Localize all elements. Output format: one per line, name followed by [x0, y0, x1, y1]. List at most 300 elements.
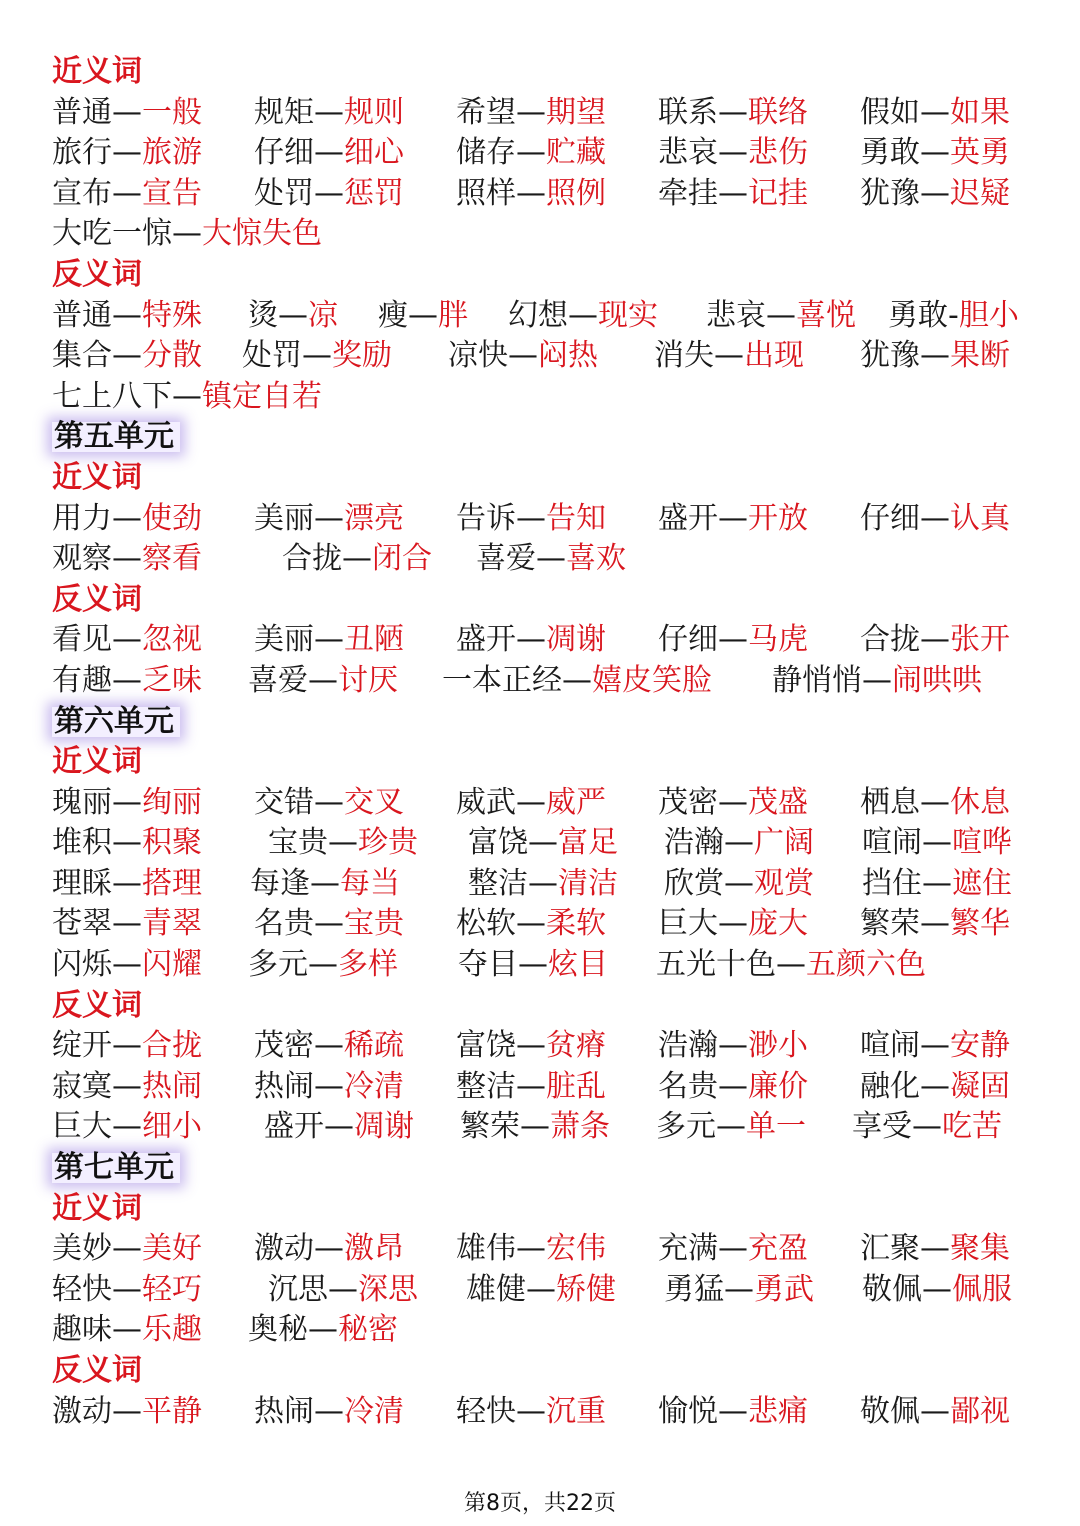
word-pair-answer: 英勇 [950, 135, 1010, 171]
word-pair [664, 823, 814, 864]
word-pair-source: 集合— [52, 338, 142, 374]
unit-heading [52, 1148, 1042, 1189]
word-pair-answer: 积聚 [142, 825, 202, 861]
word-pair-row [52, 904, 1042, 945]
unit-heading [52, 702, 1042, 743]
word-pair-answer: 乏味 [142, 662, 202, 698]
word-pair [862, 1270, 1012, 1311]
word-pair [254, 620, 404, 661]
word-pair [52, 620, 202, 661]
word-pair-row [52, 93, 1042, 134]
word-pair-answer: 联络 [748, 94, 808, 130]
word-pair-answer: 交叉 [344, 784, 404, 820]
word-pair-answer: 悲痛 [748, 1393, 808, 1429]
word-pair-answer: 安静 [950, 1028, 1010, 1064]
word-pair-answer: 闷热 [538, 338, 598, 374]
word-pair-row [52, 296, 1042, 337]
word-pair-row [52, 1270, 1042, 1311]
word-pair [656, 1107, 806, 1148]
word-pair [658, 1392, 808, 1433]
word-pair [52, 783, 202, 824]
word-pair [254, 499, 404, 540]
word-pair-answer: 秘密 [338, 1312, 398, 1348]
word-pair [254, 783, 404, 824]
word-pair-answer: 激昂 [344, 1231, 404, 1267]
word-pair-row [52, 133, 1042, 174]
word-pair-row [52, 783, 1042, 824]
word-pair-answer: 闹哄哄 [892, 662, 982, 698]
word-pair-row [52, 499, 1042, 540]
word-pair-answer: 喜悦 [796, 297, 856, 333]
word-pair [860, 1392, 1010, 1433]
word-pair [254, 133, 404, 174]
word-pair-answer: 凋谢 [546, 622, 606, 658]
word-pair-answer: 奖励 [332, 338, 392, 374]
section-label [52, 580, 1042, 621]
word-pair [248, 661, 398, 702]
word-pair-source: 仔细— [860, 500, 950, 536]
word-pair-answer: 佩服 [952, 1271, 1012, 1307]
word-pair-row [52, 1229, 1042, 1270]
word-pair-source: 理睬— [52, 865, 142, 901]
word-pair-source: 犹豫— [860, 175, 950, 211]
word-pair-source: 七上八下— [52, 378, 202, 414]
word-pair [52, 1270, 202, 1311]
word-pair-source: 富饶— [456, 1028, 546, 1064]
word-pair [860, 620, 1010, 661]
word-pair-answer: 惩罚 [344, 175, 404, 211]
word-pair-row [52, 661, 1042, 702]
word-pair [456, 783, 606, 824]
word-pair [456, 1229, 606, 1270]
word-pair [250, 864, 400, 905]
word-pair-source: 盛开— [456, 622, 546, 658]
word-pair-source: 普通— [52, 94, 142, 130]
word-pair-row [52, 823, 1042, 864]
word-pair-source: 整洁— [456, 1068, 546, 1104]
section-label [52, 1189, 1042, 1230]
word-pair [862, 823, 1012, 864]
word-pair-answer: 矫健 [556, 1271, 616, 1307]
word-pair-answer: 乐趣 [142, 1312, 202, 1348]
word-pair-source: 希望— [456, 94, 546, 130]
word-pair-row [52, 1026, 1042, 1067]
word-pair-source: 静悄悄— [772, 662, 892, 698]
word-pair-answer: 充盈 [748, 1231, 808, 1267]
word-pair-source: 名贵— [254, 906, 344, 942]
word-pair [282, 539, 432, 580]
word-pair-answer: 宏伟 [546, 1231, 606, 1267]
word-pair-answer: 现实 [598, 297, 658, 333]
word-pair-source: 轻快— [52, 1271, 142, 1307]
word-pair [654, 336, 804, 377]
word-pair-source: 栖息— [860, 784, 950, 820]
section-label [52, 52, 1042, 93]
word-pair-answer: 稀疏 [344, 1028, 404, 1064]
page-footer: 第8页，共22页 [464, 1491, 616, 1516]
word-pair-source: 勇敢- [888, 297, 959, 333]
word-pair-source: 雄健— [466, 1271, 556, 1307]
word-pair [52, 336, 202, 377]
word-pair [664, 1270, 814, 1311]
word-pair-source: 名贵— [658, 1068, 748, 1104]
word-pair [508, 296, 658, 337]
word-pair-source: 犹豫— [860, 338, 950, 374]
word-pair-source: 美丽— [254, 500, 344, 536]
word-pair-source: 仔细— [254, 135, 344, 171]
word-pair-source: 茂密— [658, 784, 748, 820]
word-pair [254, 1229, 404, 1270]
word-pair-row [52, 214, 1042, 255]
word-pair-answer: 期望 [546, 94, 606, 130]
word-pair-answer: 旅游 [142, 135, 202, 171]
word-pair-answer: 胆小 [958, 297, 1019, 333]
word-pair-answer: 繁华 [950, 906, 1010, 942]
word-pair [860, 93, 1010, 134]
word-pair-answer: 珍贵 [358, 825, 418, 861]
word-pair-source: 美妙— [52, 1231, 142, 1267]
word-pair-answer: 青翠 [142, 906, 202, 942]
word-pair-source: 悲哀— [706, 297, 796, 333]
word-pair-source: 整洁— [468, 865, 558, 901]
word-pair-answer: 告知 [546, 500, 606, 536]
word-pair-answer: 宣告 [142, 175, 202, 211]
word-pair-source: 闪烁— [52, 947, 142, 983]
word-pair [860, 1229, 1010, 1270]
word-pair-source: 联系— [658, 94, 748, 130]
word-pair-source: 烫— [248, 297, 308, 333]
section-label-text: 近义词 [52, 459, 142, 495]
word-pair-answer: 分散 [142, 338, 202, 374]
word-pair-source: 宣布— [52, 175, 142, 211]
section-label [52, 1351, 1042, 1392]
word-pair [52, 539, 202, 580]
word-pair [664, 864, 814, 905]
word-pair-answer: 绚丽 [142, 784, 202, 820]
word-pair [52, 296, 202, 337]
word-pair [456, 1392, 606, 1433]
section-label [52, 458, 1042, 499]
word-pair-answer: 闪耀 [142, 947, 202, 983]
word-pair [52, 1067, 202, 1108]
word-pair-answer: 一般 [142, 94, 202, 130]
word-pair-answer: 观赏 [754, 865, 814, 901]
word-pair [860, 1026, 1010, 1067]
word-pair [658, 1229, 808, 1270]
word-pair [52, 1229, 202, 1270]
word-pair-answer: 认真 [950, 500, 1010, 536]
word-pair-answer: 广阔 [754, 825, 814, 861]
word-pair [658, 1026, 808, 1067]
word-pair-row [52, 377, 1042, 418]
word-pair-source: 欣赏— [664, 865, 754, 901]
word-pair [52, 1026, 202, 1067]
word-pair [658, 93, 808, 134]
word-pair [656, 945, 926, 986]
word-pair [264, 1107, 414, 1148]
word-pair-source: 热闹— [254, 1393, 344, 1429]
word-pair [476, 539, 626, 580]
word-pair-answer: 讨厌 [338, 662, 398, 698]
section-label-text: 反义词 [52, 256, 142, 292]
word-pair-source: 大吃一惊— [52, 216, 202, 252]
word-pair-answer: 廉价 [748, 1068, 808, 1104]
word-pair [52, 1107, 202, 1148]
word-pair-source: 勇猛— [664, 1271, 754, 1307]
word-pair-answer: 凉 [308, 297, 338, 333]
word-pair-source: 夺目— [458, 947, 548, 983]
word-pair-source: 仔细— [658, 622, 748, 658]
word-pair-source: 盛开— [264, 1109, 354, 1145]
word-pair [862, 864, 1012, 905]
word-pair-answer: 搭理 [142, 865, 202, 901]
word-pair-row [52, 174, 1042, 215]
word-pair-row [52, 864, 1042, 905]
word-pair [242, 336, 392, 377]
word-pair-source: 合拢— [282, 541, 372, 577]
word-pair [254, 1392, 404, 1433]
word-pair-answer: 遮住 [952, 865, 1012, 901]
word-pair-answer: 大惊失色 [202, 216, 322, 252]
word-pair-source: 悲哀— [658, 135, 748, 171]
word-pair-source: 五光十色— [656, 947, 806, 983]
word-pair-source: 有趣— [52, 662, 142, 698]
word-pair-source: 告诉— [456, 500, 546, 536]
word-pair-source: 喜爱— [476, 541, 566, 577]
word-pair-source: 消失— [654, 338, 744, 374]
word-pair [52, 1392, 202, 1433]
section-label [52, 255, 1042, 296]
word-pair [52, 499, 202, 540]
word-pair-source: 牵挂— [658, 175, 748, 211]
word-pair-answer: 沉重 [546, 1393, 606, 1429]
word-pair-answer: 开放 [748, 500, 808, 536]
word-pair-answer: 炫目 [548, 947, 608, 983]
word-pair-source: 旅行— [52, 135, 142, 171]
word-pair [456, 133, 606, 174]
section-label-text: 近义词 [52, 54, 142, 89]
word-pair-answer: 冷清 [344, 1393, 404, 1429]
word-pair-source: 充满— [658, 1231, 748, 1267]
word-pair [456, 620, 606, 661]
word-pair-answer: 喜欢 [566, 541, 626, 577]
word-pair-row [52, 1107, 1042, 1148]
word-pair-source: 喧闹— [862, 825, 952, 861]
word-pair-source: 美丽— [254, 622, 344, 658]
word-pair-row [52, 1310, 1042, 1351]
word-pair-answer: 迟疑 [950, 175, 1010, 211]
word-pair [456, 1067, 606, 1108]
word-pair-row [52, 336, 1042, 377]
word-pair-source: 富饶— [468, 825, 558, 861]
word-pair [448, 336, 598, 377]
word-pair-source: 巨大— [52, 1109, 142, 1145]
word-pair-source: 敬佩— [862, 1271, 952, 1307]
word-pair-answer: 吃苦 [942, 1109, 1002, 1145]
word-pair [456, 1026, 606, 1067]
word-pair [52, 661, 202, 702]
word-pair-source: 轻快— [456, 1393, 546, 1429]
word-pair-answer: 忽视 [142, 622, 202, 658]
word-pair-source: 绽开— [52, 1028, 142, 1064]
section-label-text: 反义词 [52, 581, 142, 617]
section-label-text: 近义词 [52, 1190, 142, 1226]
word-pair-answer: 细心 [344, 135, 404, 171]
word-pair-source: 浩瀚— [664, 825, 754, 861]
word-pair-source: 繁荣— [860, 906, 950, 942]
word-pair [52, 904, 202, 945]
unit-title: 第七单元 [52, 1153, 180, 1183]
word-pair-row [52, 1067, 1042, 1108]
word-pair-answer: 闭合 [372, 541, 432, 577]
word-pair-source: 处罚— [242, 338, 332, 374]
word-pair-source: 繁荣— [460, 1109, 550, 1145]
word-pair-source: 愉悦— [658, 1393, 748, 1429]
unit-title: 第五单元 [52, 422, 180, 452]
word-pair-source: 苍翠— [52, 906, 142, 942]
word-pair-answer: 威严 [546, 784, 606, 820]
word-pair-answer: 美好 [142, 1231, 202, 1267]
word-pair-answer: 勇武 [754, 1271, 814, 1307]
word-pair [254, 1067, 404, 1108]
word-pair [860, 174, 1010, 215]
word-pair [52, 1310, 202, 1351]
word-pair-answer: 合拢 [142, 1028, 202, 1064]
word-pair-answer: 平静 [142, 1393, 202, 1429]
word-pair-answer: 胖 [438, 297, 468, 333]
word-pair-source: 堆积— [52, 825, 142, 861]
word-pair-answer: 特殊 [142, 297, 202, 333]
word-pair [468, 864, 618, 905]
word-pair-source: 茂密— [254, 1028, 344, 1064]
word-pair [378, 296, 468, 337]
word-pair-answer: 果断 [950, 338, 1010, 374]
word-pair-source: 多元— [248, 947, 338, 983]
word-pair-source: 趣味— [52, 1312, 142, 1348]
word-pair-source: 激动— [52, 1393, 142, 1429]
word-pair [772, 661, 982, 702]
word-pair-answer: 聚集 [950, 1231, 1010, 1267]
word-pair [52, 945, 202, 986]
word-pair [248, 296, 338, 337]
word-pair-source: 每逢— [250, 865, 340, 901]
word-pair-answer: 富足 [558, 825, 618, 861]
word-pair-answer: 脏乱 [546, 1068, 606, 1104]
word-pair [888, 296, 1019, 337]
word-pair [658, 1067, 808, 1108]
word-pair-source: 松软— [456, 906, 546, 942]
word-pair-source: 假如— [860, 94, 950, 130]
word-pair-source: 喧闹— [860, 1028, 950, 1064]
word-pair-source: 规矩— [254, 94, 344, 130]
word-pair-source: 巨大— [658, 906, 748, 942]
unit-title: 第六单元 [52, 707, 180, 737]
word-pair-source: 合拢— [860, 622, 950, 658]
word-pair [466, 1270, 616, 1311]
word-pair-source: 储存— [456, 135, 546, 171]
word-pair-answer: 冷清 [344, 1068, 404, 1104]
word-pair [52, 864, 202, 905]
word-pair-source: 享受— [852, 1109, 942, 1145]
word-pair-answer: 凝固 [950, 1068, 1010, 1104]
word-pair-source: 浩瀚— [658, 1028, 748, 1064]
word-pair [458, 945, 608, 986]
word-pair-row [52, 620, 1042, 661]
word-pair [658, 620, 808, 661]
word-pair-answer: 清洁 [558, 865, 618, 901]
word-pair [52, 214, 322, 255]
word-pair-source: 激动— [254, 1231, 344, 1267]
word-pair-answer: 贮藏 [546, 135, 606, 171]
word-pair-source: 看见— [52, 622, 142, 658]
word-pair-source: 寂寞— [52, 1068, 142, 1104]
word-pair [860, 783, 1010, 824]
section-label-text: 反义词 [52, 1353, 142, 1388]
word-pair-source: 多元— [656, 1109, 746, 1145]
word-pair [442, 661, 712, 702]
word-pair [52, 174, 202, 215]
word-pair [268, 1270, 418, 1311]
word-pair-source: 观察— [52, 541, 142, 577]
word-pair-answer: 悲伤 [748, 135, 808, 171]
word-pair-source: 幻想— [508, 297, 598, 333]
word-pair-answer: 多样 [338, 947, 398, 983]
word-pair-source: 瑰丽— [52, 784, 142, 820]
word-pair-source: 沉思— [268, 1271, 358, 1307]
word-pair [254, 904, 404, 945]
unit-heading [52, 417, 1042, 458]
word-pair-answer: 嬉皮笑脸 [592, 662, 712, 698]
word-pair-source: 汇聚— [860, 1231, 950, 1267]
word-pair-answer: 贫瘠 [546, 1028, 606, 1064]
word-pair-answer: 察看 [142, 541, 202, 577]
word-pair-answer: 如果 [950, 94, 1010, 130]
word-pair-answer: 鄙视 [950, 1393, 1010, 1429]
word-pair [468, 823, 618, 864]
word-pair-source: 一本正经— [442, 662, 592, 698]
word-pair [456, 499, 606, 540]
word-pair-source: 交错— [254, 784, 344, 820]
word-pair [268, 823, 418, 864]
word-pair-answer: 张开 [950, 622, 1010, 658]
word-pair-source: 热闹— [254, 1068, 344, 1104]
word-pair-answer: 镇定自若 [202, 378, 322, 414]
word-pair-answer: 细小 [142, 1109, 202, 1145]
word-pair [254, 93, 404, 134]
word-pair [852, 1107, 1002, 1148]
word-pair-answer: 柔软 [546, 906, 606, 942]
word-pair-source: 普通— [52, 297, 142, 333]
word-pair-answer: 庞大 [748, 906, 808, 942]
word-pair [658, 499, 808, 540]
word-pair-source: 勇敢— [860, 135, 950, 171]
word-pair [460, 1107, 610, 1148]
word-pair-source: 宝贵— [268, 825, 358, 861]
word-pair [456, 93, 606, 134]
word-pair-answer: 马虎 [748, 622, 808, 658]
word-pair-answer: 每当 [340, 865, 400, 901]
word-pair [706, 296, 856, 337]
section-label [52, 742, 1042, 783]
word-pair-answer: 宝贵 [344, 906, 404, 942]
word-pair [860, 133, 1010, 174]
word-pair-source: 瘦— [378, 297, 438, 333]
word-pair-answer: 照例 [546, 175, 606, 211]
word-pair-row [52, 539, 1042, 580]
word-pair [52, 133, 202, 174]
word-pair [52, 823, 202, 864]
word-pair-answer: 出现 [744, 338, 804, 374]
